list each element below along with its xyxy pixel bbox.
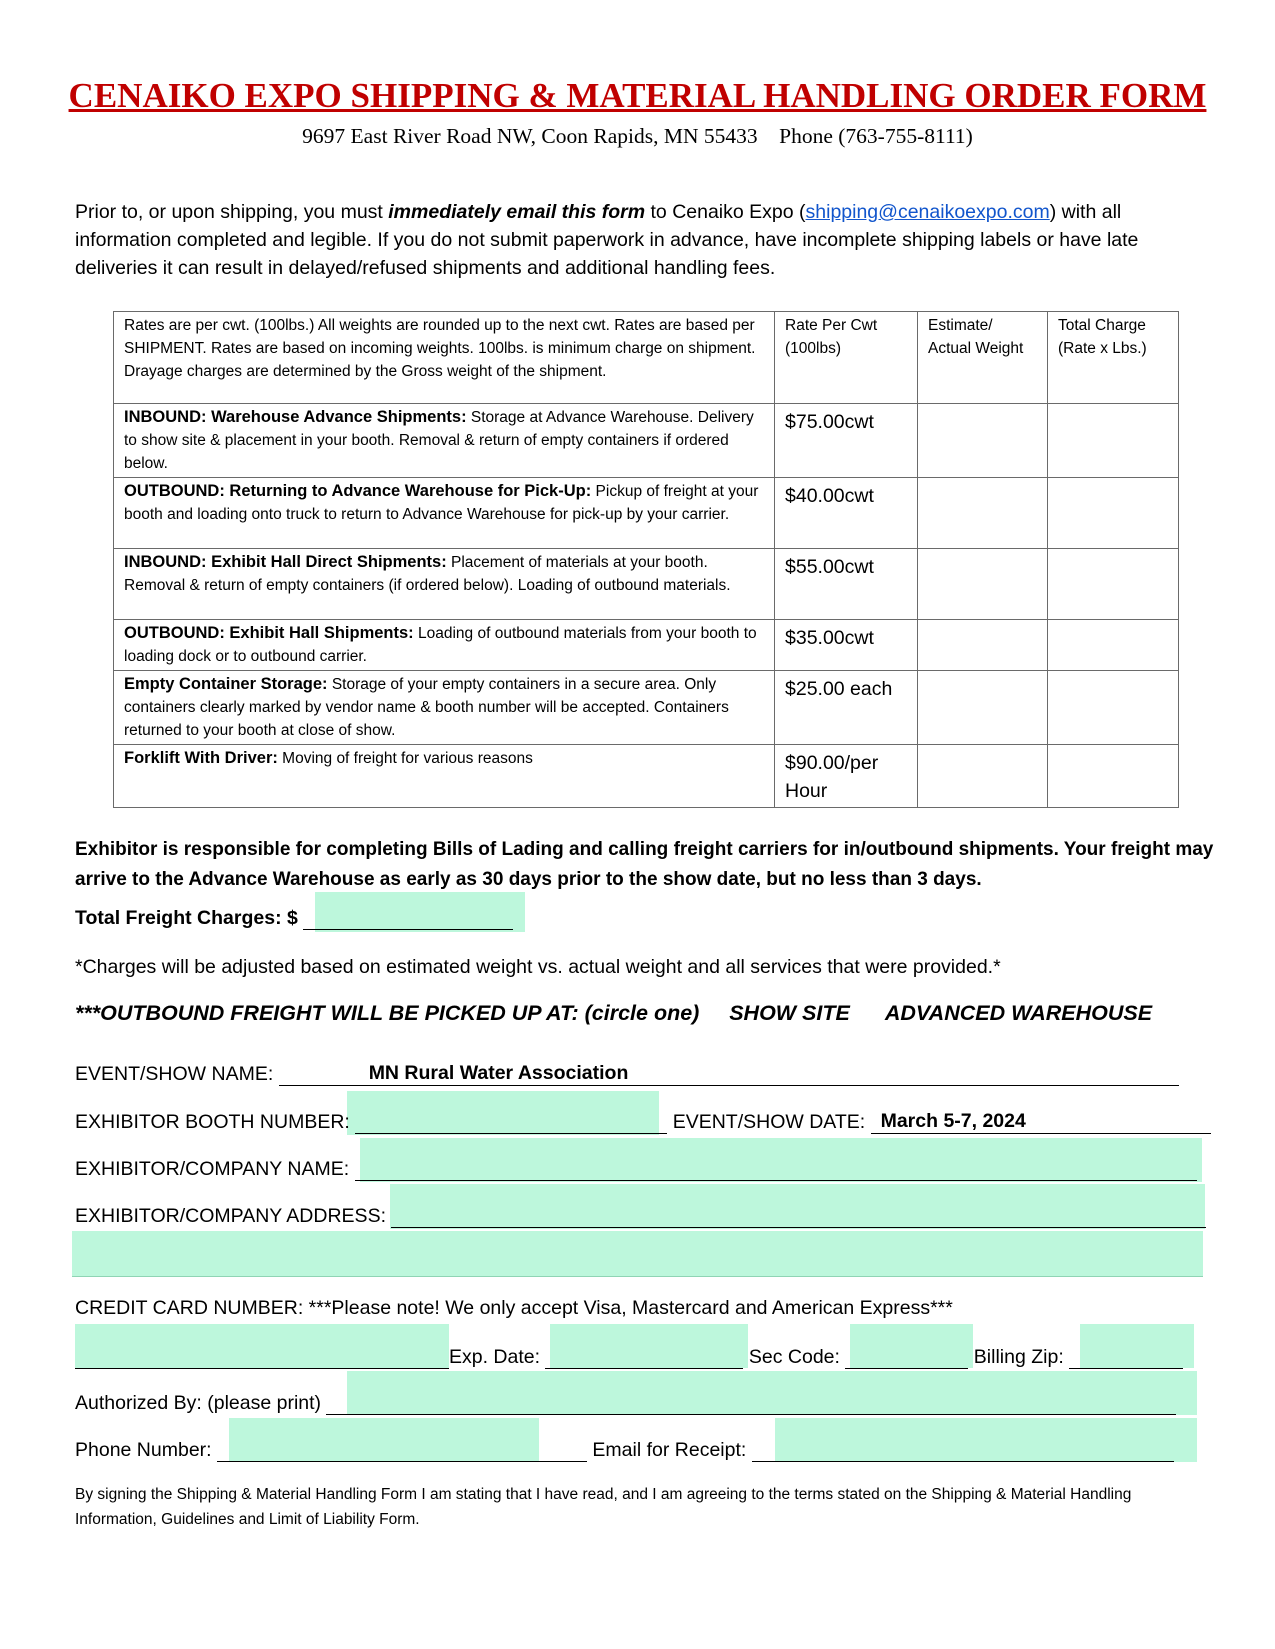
estimate-weight-field[interactable] xyxy=(918,404,1048,478)
event-name-field[interactable]: MN Rural Water Association xyxy=(279,1062,1179,1086)
service-rate: $75.00cwt xyxy=(775,404,918,478)
service-rate: $25.00 each xyxy=(775,671,918,745)
exp-date-label: Exp. Date: xyxy=(449,1346,546,1368)
total-freight-input[interactable] xyxy=(303,907,513,930)
estimate-weight-field[interactable] xyxy=(918,745,1048,808)
rates-header-rate: Rate Per Cwt (100lbs) xyxy=(775,312,918,404)
company-address-line-2[interactable] xyxy=(72,1231,1203,1277)
service-detail: Storage of your empty containers in a secure area. Only containers clearly marked by vendor name & booth number will be accepted. Containers returned to your booth at close of show. xyxy=(124,676,729,739)
service-detail: Pickup of freight at your booth and loading onto truck to return to Advance Warehouse for pick-up by your carrier. xyxy=(124,483,759,523)
email-receipt-field[interactable] xyxy=(752,1437,1174,1462)
service-detail: Loading of outbound materials from your booth to loading dock or to outbound carrier. xyxy=(124,625,757,665)
event-name-label: EVENT/SHOW NAME: xyxy=(75,1063,279,1085)
company-name-row xyxy=(75,1156,1197,1181)
credit-card-row xyxy=(75,1344,1183,1369)
estimate-weight-field[interactable] xyxy=(918,549,1048,620)
service-rate: $90.00/per Hour xyxy=(775,745,918,808)
sec-code-label: Sec Code: xyxy=(748,1346,846,1368)
total-charge-field[interactable] xyxy=(1048,620,1179,671)
service-detail: Storage at Advance Warehouse. Delivery to show site & placement in your booth. Removal & return of empty containers if ordered below. xyxy=(124,409,754,472)
authorized-by-label: Authorized By: (please print) xyxy=(75,1392,327,1414)
service-name: INBOUND: Warehouse Advance Shipments: xyxy=(124,408,467,426)
booth-number-label: EXHIBITOR BOOTH NUMBER: xyxy=(75,1111,356,1133)
rates-header-estimate: Estimate/ Actual Weight xyxy=(918,312,1048,404)
phone-email-row xyxy=(75,1437,1174,1462)
service-name: INBOUND: Exhibit Hall Direct Shipments: xyxy=(124,553,447,571)
responsibility-notice: Exhibitor is responsible for completing Bills of Lading and calling freight carriers for in/outbound shipments. Your freight may arrive to the Advance Warehouse as early as 30 days prior to the show date, but no less than 3 days. xyxy=(75,839,1214,890)
credit-card-label: CREDIT CARD NUMBER: ***Please note! We only accept Visa, Mastercard and American Express*** xyxy=(75,1297,953,1319)
service-name: Forklift With Driver: xyxy=(124,749,278,767)
intro-text-3: ) with all information completed and legible. If you do not submit paperwork in advance, have incomplete shipping labels or have late deliveries it can result in delayed/refused shipments and additional handling fees. xyxy=(75,201,1139,279)
phone-number-label: Phone Number: xyxy=(75,1439,217,1461)
total-charge-field[interactable] xyxy=(1048,671,1179,745)
total-charge-field[interactable] xyxy=(1048,478,1179,549)
estimate-weight-field[interactable] xyxy=(918,478,1048,549)
email-receipt-label: Email for Receipt: xyxy=(592,1439,752,1461)
phone-number-field[interactable] xyxy=(217,1437,587,1462)
estimate-weight-field[interactable] xyxy=(918,620,1048,671)
intro-text-1: Prior to, or upon shipping, you must xyxy=(75,201,389,223)
form-title: CENAIKO EXPO SHIPPING & MATERIAL HANDLING ORDER FORM xyxy=(68,76,1207,115)
total-charge-field[interactable] xyxy=(1048,404,1179,478)
terms-statement: By signing the Shipping & Material Handling Form I am stating that I have read, and I am agreeing to the terms stated on the Shipping & Material Handling Information, Guidelines and Limit of Liability Form. xyxy=(75,1486,1132,1528)
pickup-location-choice[interactable]: ***OUTBOUND FREIGHT WILL BE PICKED UP AT: (circle one) SHOW SITE ADVANCED WAREHOUSE xyxy=(75,1001,1153,1025)
service-detail: Moving of freight for various reasons xyxy=(277,750,533,767)
adjustment-note: *Charges will be adjusted based on estimated weight vs. actual weight and all services that were provided.* xyxy=(75,956,1001,978)
shipping-email-link[interactable]: shipping@cenaikoexpo.com xyxy=(805,201,1050,223)
total-freight-row xyxy=(75,907,513,930)
event-date-label: EVENT/SHOW DATE: xyxy=(672,1111,871,1133)
service-description xyxy=(114,478,775,549)
booth-number-field[interactable] xyxy=(355,1109,667,1134)
rate-row xyxy=(114,620,1179,671)
service-name: Empty Container Storage: xyxy=(124,675,328,693)
authorized-by-row xyxy=(75,1390,1176,1415)
company-name-field[interactable] xyxy=(355,1156,1197,1181)
rate-row xyxy=(114,404,1179,478)
service-name: OUTBOUND: Returning to Advance Warehouse for Pick-Up: xyxy=(124,482,592,500)
service-detail: Placement of materials at your booth. Removal & return of empty containers (if ordered below). Loading of outbound materials. xyxy=(124,554,731,594)
service-description xyxy=(114,620,775,671)
event-name-row xyxy=(75,1062,1179,1086)
service-description xyxy=(114,549,775,620)
service-description xyxy=(114,671,775,745)
company-address-label: EXHIBITOR/COMPANY ADDRESS: xyxy=(75,1205,392,1227)
company-address-line: 9697 East River Road NW, Coon Rapids, MN 55433 Phone (763-755-8111) xyxy=(302,124,973,148)
rates-header-description: Rates are per cwt. (100lbs.) All weights are rounded up to the next cwt. Rates are based per SHIPMENT. Rates are based on incoming weights. 100lbs. is minimum charge on shipment. Drayage charges are determined by the Gross weight of the shipment. xyxy=(114,312,775,404)
billing-zip-label: Billing Zip: xyxy=(973,1346,1070,1368)
billing-zip-field[interactable] xyxy=(1069,1344,1183,1369)
service-rate: $35.00cwt xyxy=(775,620,918,671)
company-name-label: EXHIBITOR/COMPANY NAME: xyxy=(75,1158,355,1180)
company-address-field[interactable] xyxy=(391,1203,1206,1228)
intro-emphasis: immediately email this form xyxy=(388,201,646,223)
total-freight-label: Total Freight Charges: $ xyxy=(75,907,298,929)
service-name: OUTBOUND: Exhibit Hall Shipments: xyxy=(124,624,414,642)
rate-row xyxy=(114,671,1179,745)
intro-text-2: to Cenaiko Expo ( xyxy=(645,201,806,223)
rates-table-header-row xyxy=(114,312,1179,404)
total-charge-field[interactable] xyxy=(1048,745,1179,808)
service-description xyxy=(114,745,775,808)
service-description xyxy=(114,404,775,478)
service-rate: $55.00cwt xyxy=(775,549,918,620)
sec-code-field[interactable] xyxy=(845,1344,968,1369)
event-date-field[interactable]: March 5-7, 2024 xyxy=(871,1110,1211,1134)
exp-date-field[interactable] xyxy=(545,1344,743,1369)
service-rate: $40.00cwt xyxy=(775,478,918,549)
intro-paragraph xyxy=(75,198,1205,282)
total-charge-field[interactable] xyxy=(1048,549,1179,620)
rate-row xyxy=(114,478,1179,549)
rates-table xyxy=(113,311,1179,808)
credit-card-number-field[interactable] xyxy=(75,1344,449,1369)
authorized-by-field[interactable] xyxy=(326,1390,1176,1415)
rate-row xyxy=(114,745,1179,808)
company-address-row xyxy=(75,1203,1206,1228)
estimate-weight-field[interactable] xyxy=(918,671,1048,745)
rate-row xyxy=(114,549,1179,620)
booth-date-row xyxy=(75,1109,1211,1134)
rates-header-total: Total Charge (Rate x Lbs.) xyxy=(1048,312,1179,404)
